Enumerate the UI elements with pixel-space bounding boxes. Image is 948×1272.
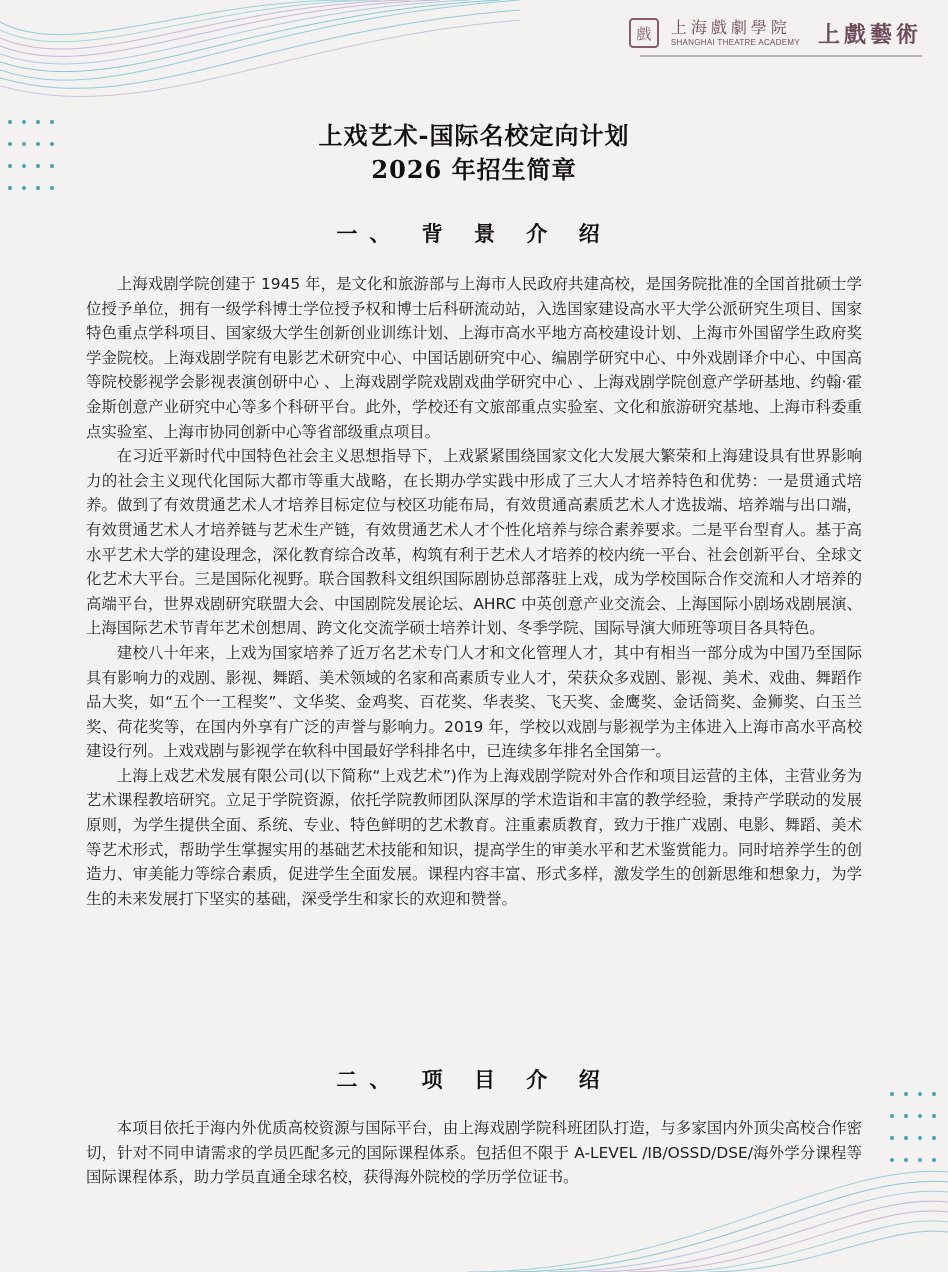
paragraph: 上海戏剧学院创建于 1945 年，是文化和旅游部与上海市人民政府共建高校，是国务院批准的全国首批硕士学位授予单位，拥有一级学科博士学位授予权和博士后科研流动站，入选国家建设高水平大学公派研究生项目、国家特色重点学科项目、国家级大学生创新创业训练计划、上海市高水平地方高校建设计划、上海市外国留学生政府奖学金院校。上海戏剧学院有电影艺术研究中心、中国话剧研究中心、编剧学研究中心、中外戏剧译介中心、中国高等院校影视学会影视表演创研中心 、上海戏剧学院戏剧戏曲学研究中心 、上海戏剧学院创意产学研基地、约翰·霍金斯创意产业研究中心等多个科研平台。此外，学校还有文旅部重点实验室、文化和旅游研究基地、上海市科委重点实验室、上海市协同创新中心等省部级重点项目。: [86, 275, 862, 441]
academy-seal-icon: 戲: [629, 18, 659, 48]
wave-decoration-top: [0, 0, 520, 110]
section-heading-project: 二、 项 目 介 绍: [336, 1067, 612, 1092]
paragraph: 在习近平新时代中国特色社会主义思想指导下，上戏紧紧围绕国家文化大发展大繁荣和上海建设具有世界影响力的社会主义现代化国际大都市等重大战略，在长期办学实践中形成了三大人才培养特色和优势：一是贯通式培养。做到了有效贯通艺术人才培养目标定位与校区功能布局，有效贯通高素质艺术人才选拔端、培养端与出口端，有效贯通艺术人才培养链与艺术生产链，有效贯通艺术人才个性化培养与综合素养要求。二是平台型育人。基于高水平艺术大学的建设理念，深化教育综合改革，构筑有利于艺术人才培养的校内统一平台、社会创新平台、全球文化艺术大平台。三是国际化视野。联合国教科文组织国际剧协总部落驻上戏，成为学校国际合作交流和人才培养的高端平台，世界戏剧研究联盟大会、中国剧院发展论坛、AHRC 中英创意产业交流会、上海国际小剧场戏剧展演、上海国际艺术节青年艺术创想周、跨文化交流学硕士培养计划、冬季学院、国际导演大师班等项目各具特色。: [86, 447, 862, 638]
paragraph: 本项目依托于海内外优质高校资源与国际平台，由上海戏剧学院科班团队打造，与多家国内外顶尖高校合作密切，针对不同申请需求的学员匹配多元的国际课程体系。包括但不限于 A-LEVEL /IB/OSSD/DSE/海外学分课程等国际课程体系，助力学员直通全球名校，获得海外院校的学历学位证书。: [86, 1119, 862, 1187]
section-heading-background: 一、 背 景 介 绍: [336, 221, 612, 246]
academy-name-en: SHANGHAI THEATRE ACADEMY: [670, 37, 800, 47]
page-title: 上戏艺术-国际名校定向计划: [318, 121, 630, 150]
section-body-background: [86, 272, 862, 911]
academy-brand: [670, 17, 800, 47]
paragraph: 建校八十年来，上戏为国家培养了近万名艺术专门人才和文化管理人才，其中有相当一部分成为中国乃至国际具有影响力的戏剧、影视、舞蹈、美术领域的名家和高素质专业人才，荣获众多戏剧、影视、美术、戏曲、舞蹈作品大奖，如“五个一工程奖”、文华奖、金鸡奖、百花奖、华表奖、飞天奖、金鹰奖、金话筒奖、金狮奖、白玉兰奖、荷花奖等，在国内外享有广泛的声誉与影响力。2019 年，学校以戏剧与影视学为主体进入上海市高水平高校建设行列。上戏戏剧与影视学在软科中国最好学科排名中，已连续多年排名全国第一。: [86, 643, 862, 761]
page-subtitle: 2026 年招生简章: [371, 155, 577, 184]
header-logo: [629, 16, 922, 50]
academy-name-cn: 上海戲劇學院: [670, 17, 791, 37]
header-divider: [640, 55, 922, 57]
paragraph: 上海上戏艺术发展有限公司(以下简称“上戏艺术”)作为上海戏剧学院对外合作和项目运营的主体，主营业务为艺术课程教培研究。立足于学院资源，依托学院教师团队深厚的学术造诣和丰富的教学经验，秉持产学联动的发展原则，为学生提供全面、系统、专业、特色鲜明的艺术教育。注重素质教育，致力于推广戏剧、电影、舞蹈、美术等艺术形式，帮助学生掌握实用的基础艺术技能和知识，提高学生的审美水平和艺术鉴赏能力。同时培养学生的创造力、审美能力等综合素质，促进学生全面发展。课程内容丰富、形式多样，激发学生的创新思维和想象力，为学生的未来发展打下坚实的基础，深受学生和家长的欢迎和赞誉。: [86, 766, 862, 908]
section-body-project: [86, 1116, 862, 1190]
dot-pattern-right: [890, 1092, 946, 1180]
brand-logo-text: 上戲藝術: [817, 21, 922, 48]
